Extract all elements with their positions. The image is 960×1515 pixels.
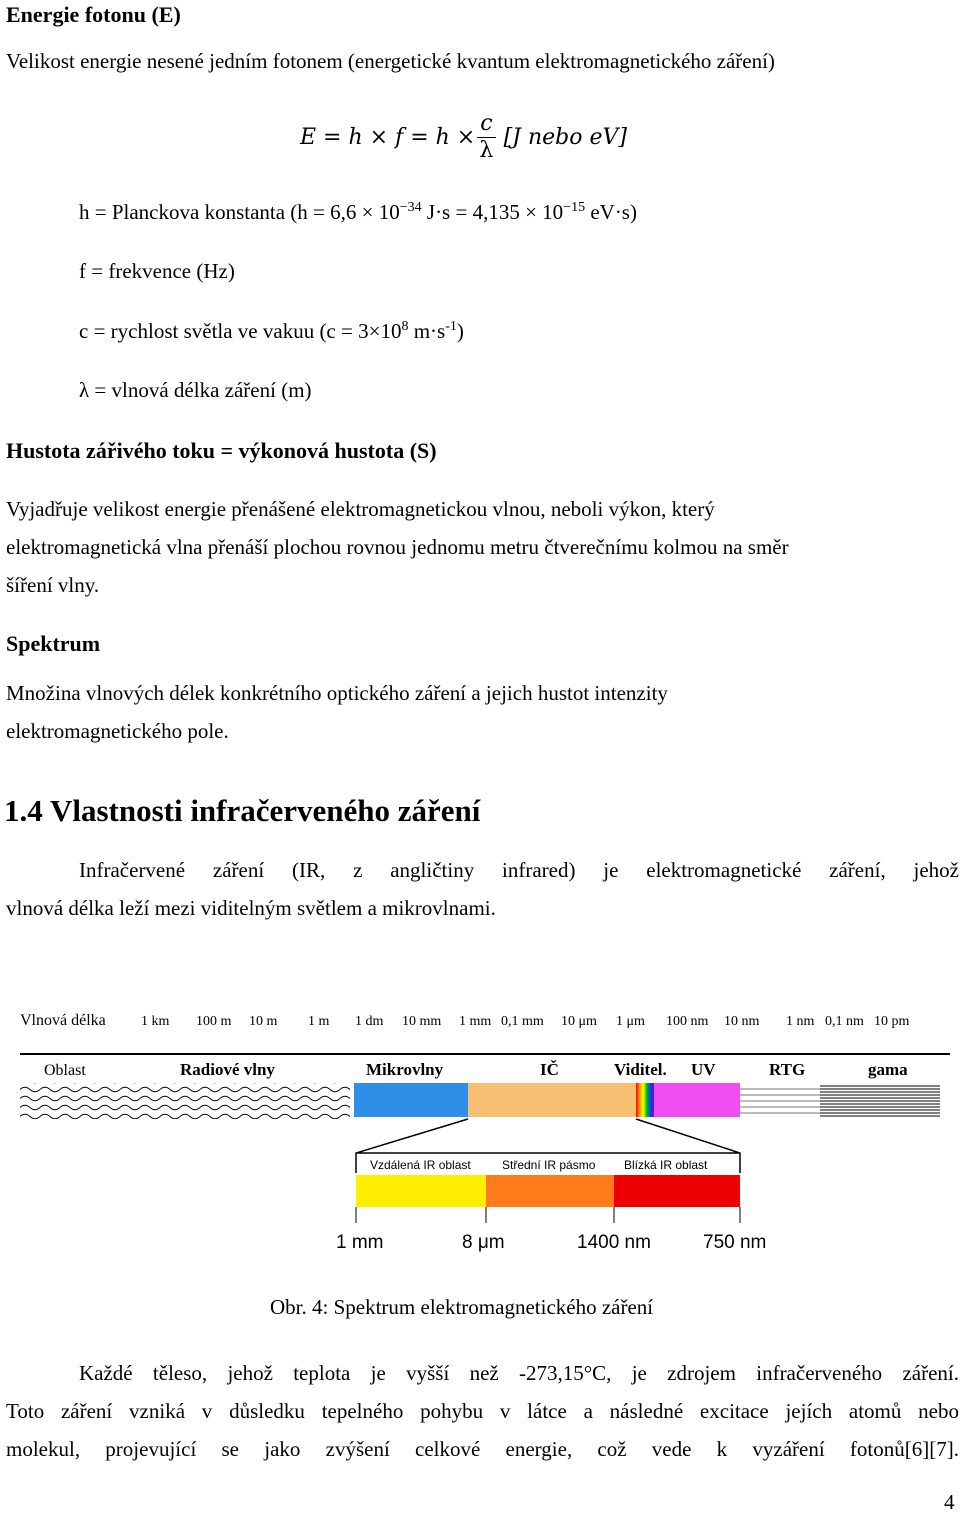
wavelength-tick-label: 1 km <box>141 1014 170 1029</box>
wavelength-tick-label: 1 μm <box>616 1014 645 1029</box>
wavelength-tick-label: 100 nm <box>666 1014 709 1029</box>
radio-waves-band <box>20 1083 350 1119</box>
formula-numerator: c <box>477 111 495 138</box>
def-c-mid: m·s <box>408 319 446 343</box>
uv-band <box>654 1083 740 1117</box>
wavelength-tick-label: 10 m <box>249 1014 278 1029</box>
formula-lhs: E = h × f = h × <box>300 124 476 150</box>
page-number: 4 <box>944 1490 955 1514</box>
def-light-speed <box>79 319 464 344</box>
def-c-exp: 8 <box>401 319 409 334</box>
def-c-end: ) <box>456 319 464 343</box>
spectrum-line-2: elektromagnetického pole. <box>6 719 229 743</box>
region-name-label: UV <box>691 1060 716 1079</box>
wavelength-tick-label: 10 mm <box>402 1014 442 1029</box>
wavelength-tick-label: 100 m <box>196 1014 232 1029</box>
body-line-3: molekul, projevující se jako zvýšení celkové energie, což vede k vyzáření fotonů[6][7]. <box>6 1437 959 1461</box>
near-ir-label: Blízká IR oblast <box>624 1158 708 1172</box>
em-spectrum-figure <box>0 995 960 1265</box>
wavelength-tick-label: 1 m <box>308 1014 330 1029</box>
mid-ir-band <box>486 1175 614 1207</box>
def-c-exp2: -1 <box>445 319 457 334</box>
def-planck-end: eV·s) <box>585 200 637 224</box>
ir-limit-8um: 8 μm <box>462 1232 505 1253</box>
wavelength-tick-labels <box>141 1014 910 1029</box>
gamma-band <box>820 1083 940 1117</box>
mid-ir-label: Střední IR pásmo <box>502 1158 596 1172</box>
far-ir-band <box>356 1175 486 1207</box>
spectrum-heading: Spektrum <box>6 631 101 656</box>
flux-line-1: Vyjadřuje velikost energie přenášené elektromagnetickou vlnou, neboli výkon, který <box>6 497 715 521</box>
wavelength-tick-label: 10 μm <box>561 1014 597 1029</box>
def-planck-exp1: −34 <box>399 200 422 215</box>
def-c-text: c = rychlost světla ve vakuu (c = 3×10 <box>79 319 402 343</box>
region-name-label: Radiové vlny <box>180 1060 275 1079</box>
wavelength-tick-label: 10 pm <box>874 1014 910 1029</box>
energy-formula <box>300 108 627 166</box>
microwave-band <box>354 1083 468 1117</box>
wavelength-tick-label: 1 dm <box>355 1014 384 1029</box>
photon-description: Velikost energie nesené jedním fotonem (energetické kvantum elektromagnetického záření) <box>6 49 775 73</box>
body-line-2: Toto záření vzniká v důsledku tepelného pohybu v látce a následné excitace jejích atomů nebo <box>6 1399 959 1423</box>
ir-limit-750nm: 750 nm <box>703 1232 767 1253</box>
wavelength-tick-label: 0,1 mm <box>501 1014 544 1029</box>
def-planck-exp2: −15 <box>563 200 586 215</box>
flux-heading: Hustota zářivého toku = výkonová hustota (S) <box>6 438 437 463</box>
flux-line-3: šíření vlny. <box>6 573 100 597</box>
wavelength-label: Vlnová délka <box>20 1012 106 1029</box>
xray-band <box>740 1083 820 1117</box>
formula-unit: [J nebo eV] <box>503 124 627 150</box>
ir-line-1: Infračervené záření (IR, z angličtiny infrared) je elektromagnetické záření, jehož <box>79 858 959 882</box>
flux-line-2: elektromagnetická vlna přenáší plochou rovnou jednomu metru čtverečnímu kolmou na směr <box>6 535 789 559</box>
body-line-1: Každé těleso, jehož teplota je vyšší než -273,15°C, je zdrojem infračerveného záření. <box>79 1361 959 1385</box>
wavelength-tick-label: 1 mm <box>459 1014 492 1029</box>
formula-fraction <box>477 111 495 164</box>
def-wavelength: λ = vlnová délka záření (m) <box>79 378 312 402</box>
infrared-band <box>468 1083 636 1117</box>
ir-section-heading: 1.4 Vlastnosti infračerveného záření <box>4 793 481 828</box>
visible-band <box>636 1083 654 1117</box>
def-planck-text: h = Planckova konstanta (h = 6,6 × 10 <box>79 200 400 224</box>
near-ir-band <box>614 1175 740 1207</box>
ir-limit-1400nm: 1400 nm <box>577 1232 651 1253</box>
def-planck <box>79 200 637 225</box>
wavelength-tick-label: 0,1 nm <box>825 1014 864 1029</box>
region-name-label: RTG <box>769 1060 806 1079</box>
region-name-label: Mikrovlny <box>366 1060 444 1079</box>
region-name-label: IČ <box>540 1060 559 1079</box>
region-name-label: gama <box>868 1060 908 1079</box>
region-label: Oblast <box>44 1062 86 1079</box>
photon-heading: Energie fotonu (E) <box>6 2 181 27</box>
region-labels <box>180 1060 908 1079</box>
wavelength-tick-label: 10 nm <box>724 1014 760 1029</box>
def-planck-mid: J·s = 4,135 × 10 <box>421 200 564 224</box>
far-ir-label: Vzdálená IR oblast <box>370 1158 471 1172</box>
formula-denominator: λ <box>479 137 494 163</box>
ir-limit-1mm: 1 mm <box>336 1232 384 1253</box>
ir-line-2: vlnová délka leží mezi viditelným světlem a mikrovlnami. <box>6 896 496 920</box>
region-name-label: Viditel. <box>614 1060 667 1079</box>
def-frequency: f = frekvence (Hz) <box>79 259 235 283</box>
figure-caption: Obr. 4: Spektrum elektromagnetického záření <box>270 1295 654 1319</box>
spectrum-line-1: Množina vlnových délek konkrétního optického záření a jejich hustot intenzity <box>6 681 668 705</box>
wavelength-tick-label: 1 nm <box>786 1014 815 1029</box>
